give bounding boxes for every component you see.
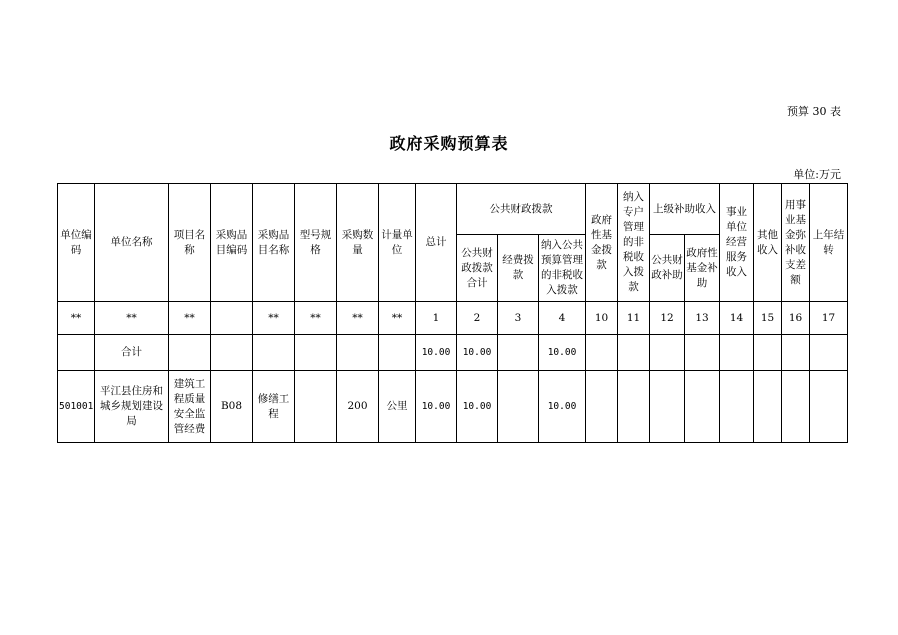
- total-label: 合计: [95, 335, 169, 371]
- table-cell: [169, 335, 211, 371]
- header-spec: 型号规格: [295, 184, 337, 302]
- table-cell: [337, 335, 379, 371]
- total-pf-nontax: 10.00: [539, 335, 586, 371]
- table-cell: [810, 335, 848, 371]
- index-row: [58, 302, 848, 335]
- index-cell: 1: [416, 302, 457, 335]
- table-cell: [586, 335, 618, 371]
- table-cell: [650, 371, 685, 443]
- table-row: [58, 371, 848, 443]
- header-pf-subtotal: 公共财政拨款合计: [457, 235, 498, 302]
- table-cell: [685, 335, 720, 371]
- header-business-income: 事业单位经营服务收入: [720, 184, 754, 302]
- index-cell: 10: [586, 302, 618, 335]
- row-item-name: 修缮工程: [253, 371, 295, 443]
- table-cell: [211, 335, 253, 371]
- index-cell: **: [337, 302, 379, 335]
- header-project-name: 项目名称: [169, 184, 211, 302]
- index-cell: 13: [685, 302, 720, 335]
- table-cell: [498, 335, 539, 371]
- index-cell: **: [295, 302, 337, 335]
- index-cell: [211, 302, 253, 335]
- table-cell: [720, 371, 754, 443]
- header-measure-unit: 计量单位: [379, 184, 416, 302]
- index-cell: **: [253, 302, 295, 335]
- table-cell: [782, 335, 810, 371]
- header-carryover: 上年结转: [810, 184, 848, 302]
- row-measure-unit: 公里: [379, 371, 416, 443]
- table-cell: [650, 335, 685, 371]
- row-pf-funds: [498, 371, 539, 443]
- table-cell: [295, 335, 337, 371]
- budget-table: [57, 183, 848, 443]
- table-cell: [379, 335, 416, 371]
- row-spec: [295, 371, 337, 443]
- table-cell: [720, 335, 754, 371]
- row-project-name: 建筑工程质量安全监管经费: [169, 371, 211, 443]
- header-public-finance: 公共财政拨款: [457, 184, 586, 235]
- header-row: [58, 184, 848, 210]
- header-gov-fund: 政府性基金拨款: [586, 184, 618, 302]
- index-cell: **: [169, 302, 211, 335]
- table-cell: [586, 371, 618, 443]
- header-sub-public: 公共财政补助: [650, 235, 685, 302]
- index-cell: 2: [457, 302, 498, 335]
- row-pf-nontax: 10.00: [539, 371, 586, 443]
- total-total: 10.00: [416, 335, 457, 371]
- index-cell: 15: [754, 302, 782, 335]
- header-other-income: 其他收入: [754, 184, 782, 302]
- table-cell: [754, 371, 782, 443]
- table-cell: [253, 335, 295, 371]
- index-cell: 4: [539, 302, 586, 335]
- header-fund-gap: 用事业基金弥补收支差额: [782, 184, 810, 302]
- table-cell: [810, 371, 848, 443]
- header-item-name: 采购品目名称: [253, 184, 295, 302]
- index-cell: 16: [782, 302, 810, 335]
- row-total: 10.00: [416, 371, 457, 443]
- header-item-code: 采购品目编码: [211, 184, 253, 302]
- index-cell: 11: [618, 302, 650, 335]
- total-pf-subtotal: 10.00: [457, 335, 498, 371]
- table-cell: [685, 371, 720, 443]
- index-cell: **: [95, 302, 169, 335]
- form-number: 预算 30 表: [787, 105, 841, 118]
- row-unit-code: 501001: [58, 371, 95, 443]
- row-quantity: 200: [337, 371, 379, 443]
- index-cell: **: [58, 302, 95, 335]
- header-pf-nontax: 纳入公共预算管理的非税收入拨款: [539, 235, 586, 302]
- header-superior-subsidy: 上级补助收入: [650, 184, 720, 235]
- table-cell: [754, 335, 782, 371]
- page-title: 政府采购预算表: [389, 134, 509, 153]
- row-item-code: B08: [211, 371, 253, 443]
- row-unit-name: 平江县住房和城乡规划建设局: [95, 371, 169, 443]
- index-cell: 3: [498, 302, 539, 335]
- table-cell: [618, 371, 650, 443]
- table-cell: [782, 371, 810, 443]
- header-sub-gov-fund: 政府性基金补助: [685, 235, 720, 302]
- index-cell: 12: [650, 302, 685, 335]
- table-cell: [58, 335, 95, 371]
- header-unit-code: 单位编码: [58, 184, 95, 302]
- index-cell: 17: [810, 302, 848, 335]
- table-cell: [618, 335, 650, 371]
- header-unit-name: 单位名称: [95, 184, 169, 302]
- row-pf-subtotal: 10.00: [457, 371, 498, 443]
- total-row: [58, 335, 848, 371]
- header-special-nontax: 纳入专户管理的非税收入拨款: [618, 184, 650, 302]
- header-quantity: 采购数量: [337, 184, 379, 302]
- header-pf-funds: 经费拨款: [498, 235, 539, 302]
- index-cell: 14: [720, 302, 754, 335]
- unit-label: 单位:万元: [793, 168, 841, 181]
- header-total: 总计: [416, 184, 457, 302]
- index-cell: **: [379, 302, 416, 335]
